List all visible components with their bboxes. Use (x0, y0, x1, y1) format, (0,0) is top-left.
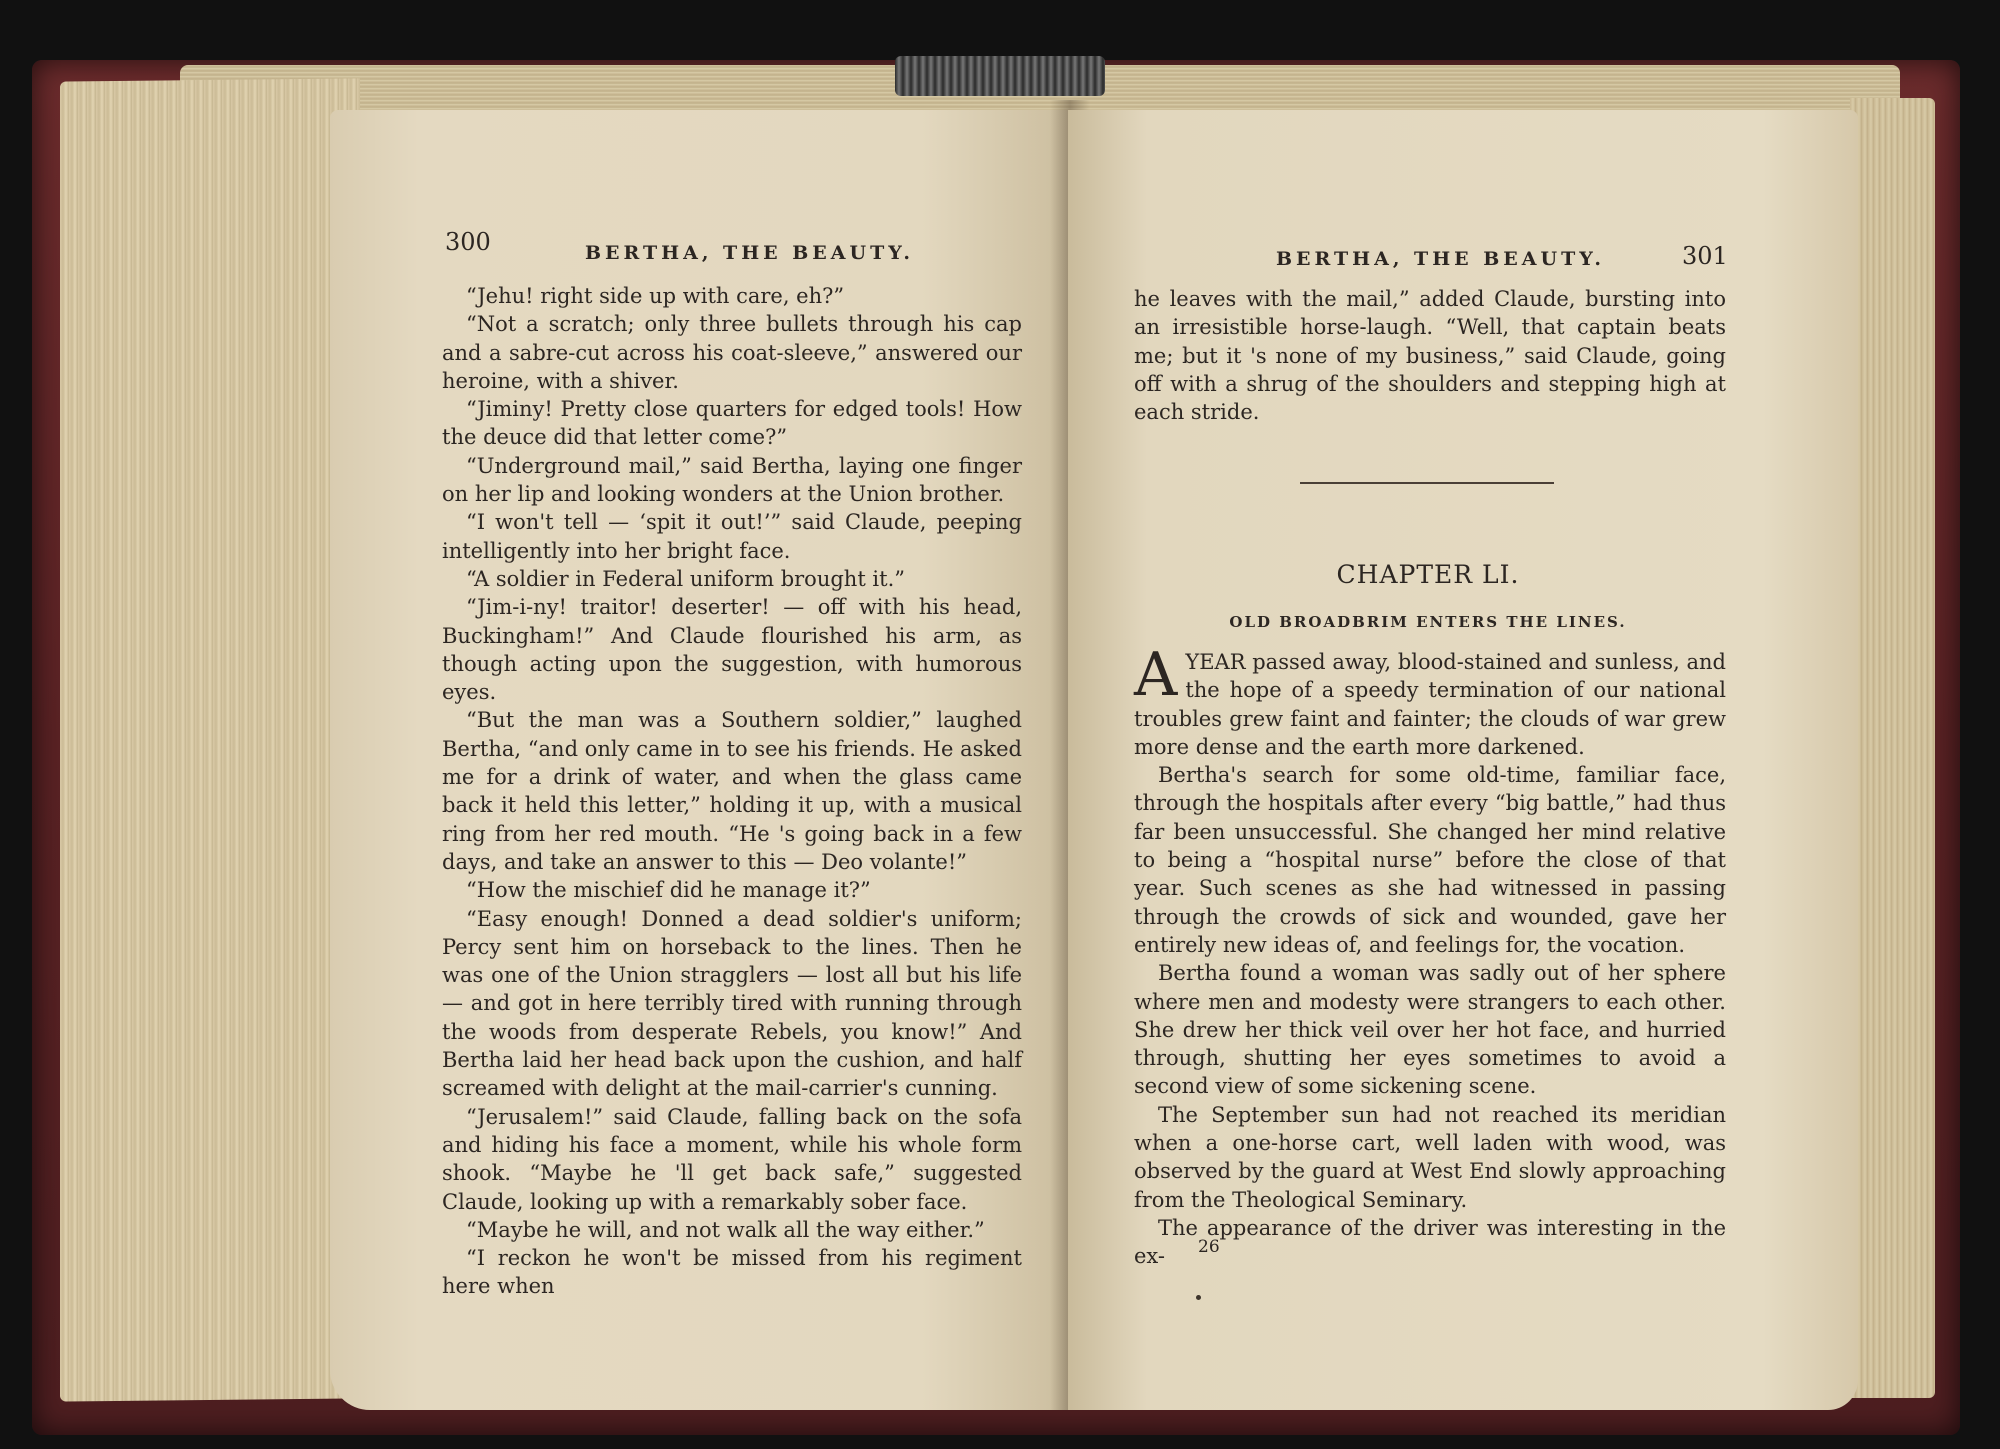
paragraph: he leaves with the mail,” added Claude, bursting into an irresistible horse-laugh. “Well, that captain beats me; but it 's none of my business,” said Claude, going off with a shrug of the shoulders and stepping high at each stride. (1134, 287, 1726, 425)
paragraph: “I won't tell — ‘spit it out!’” said Claude, peeping intelligently into her bright face. (442, 510, 1022, 563)
right-page (1068, 110, 1858, 1410)
paragraph: “A soldier in Federal uniform brought it.” (466, 566, 906, 591)
paragraph: “How the mischief did he manage it?” (466, 878, 871, 903)
page-stack-left (60, 78, 360, 1401)
paragraph: “Jerusalem!” said Claude, falling back on the sofa and hiding his face a moment, while his whole form shook. “Maybe he 'll get back safe,” suggested Claude, looking up with a remarkably sober face. (442, 1104, 1022, 1214)
paragraph: “But the man was a Southern soldier,” laughed Bertha, “and only came in to see his friends. He asked me for a drink of water, and when the glass came back it held this letter,” holding it up, with a musical ring from her red mouth. “He 's going back in a few days, and take an answer to this — Deo volante!” (442, 708, 1022, 874)
paragraph: “Not a scratch; only three bullets through his cap and a sabre-cut across his coat-sleeve,” answered our heroine, with a shiver. (442, 312, 1022, 393)
left-page-body (442, 282, 1022, 1301)
chapter-divider-rule (1300, 482, 1554, 484)
paragraph: “Underground mail,” said Bertha, laying one finger on her lip and looking wonders at the Union brother. (442, 453, 1022, 507)
paragraph: The appearance of the driver was interesting in the ex- (1134, 1215, 1726, 1269)
paragraph: “Jehu! right side up with care, eh?” (466, 284, 845, 308)
paragraph: The September sun had not reached its meridian when a one-horse cart, well laden with wood, was observed by the guard at West End slowly approaching from the Theological Seminary. (1134, 1102, 1726, 1212)
signature-mark: 26 (1198, 1237, 1220, 1257)
page-number-left: 300 (445, 228, 491, 256)
page-stack-right (1850, 98, 1935, 1398)
chapter-title: CHAPTER LI. (1336, 560, 1520, 589)
paragraph: “Easy enough! Donned a dead soldier's uniform; Percy sent him on horseback to the lines. Then he was one of the Union stragglers — lost all but his life — and got in here terribly tired with running through the woods from desperate Rebels, you know!” And Bertha laid her head back upon the cushion, and half screamed with delight at the mail-carrier's cunning. (442, 906, 1022, 1101)
running-head-left: BERTHA, THE BEAUTY. (585, 242, 914, 264)
paragraph: “Jiminy! Pretty close quarters for edged tools! How the deuce did that letter come?” (442, 397, 1022, 450)
page-number-right: 301 (1682, 242, 1728, 270)
paragraph: “I reckon he won't be missed from his regiment here when (442, 1246, 1022, 1299)
running-head-right: BERTHA, THE BEAUTY. (1276, 248, 1605, 270)
paragraph: Bertha's search for some old-time, familiar face, through the hospitals after every “big battle,” had thus far been unsuccessful. She changed her mind relative to being a “hospital nurse” before the close of that year. Such scenes as she had witnessed in passing through the crowds of sick and wounded, gave her entirely new ideas of, and feelings for, the vocation. (1134, 763, 1726, 957)
left-page (330, 110, 1070, 1410)
drop-cap: A (1134, 640, 1178, 710)
paragraph: Bertha found a woman was sadly out of her sphere where men and modesty were strangers to each other. She drew her thick veil over her hot face, and hurried through, shutting her eyes sometimes to avoid a second view of some sickening scene. (1134, 961, 1726, 1099)
spine-binding (895, 56, 1105, 96)
chapter-subtitle: OLD BROADBRIM ENTERS THE LINES. (1229, 613, 1627, 631)
first-paragraph: AYEAR passed away, blood-stained and sunless, and the hope of a speedy termination of our national troubles grew faint and fainter; the clouds of war grew more dense and the earth more darkened. (1134, 640, 1726, 759)
ink-speck (1196, 1295, 1201, 1300)
paragraph: “Jim-i-ny! traitor! deserter! — off with his head, Buckingham!” And Claude flourished his arm, as though acting upon the suggestion, with humorous eyes. (442, 595, 1022, 705)
right-page-body (1134, 640, 1726, 1271)
paragraph: “Maybe he will, and not walk all the way either.” (466, 1217, 985, 1242)
right-page-continuation (1134, 285, 1726, 426)
